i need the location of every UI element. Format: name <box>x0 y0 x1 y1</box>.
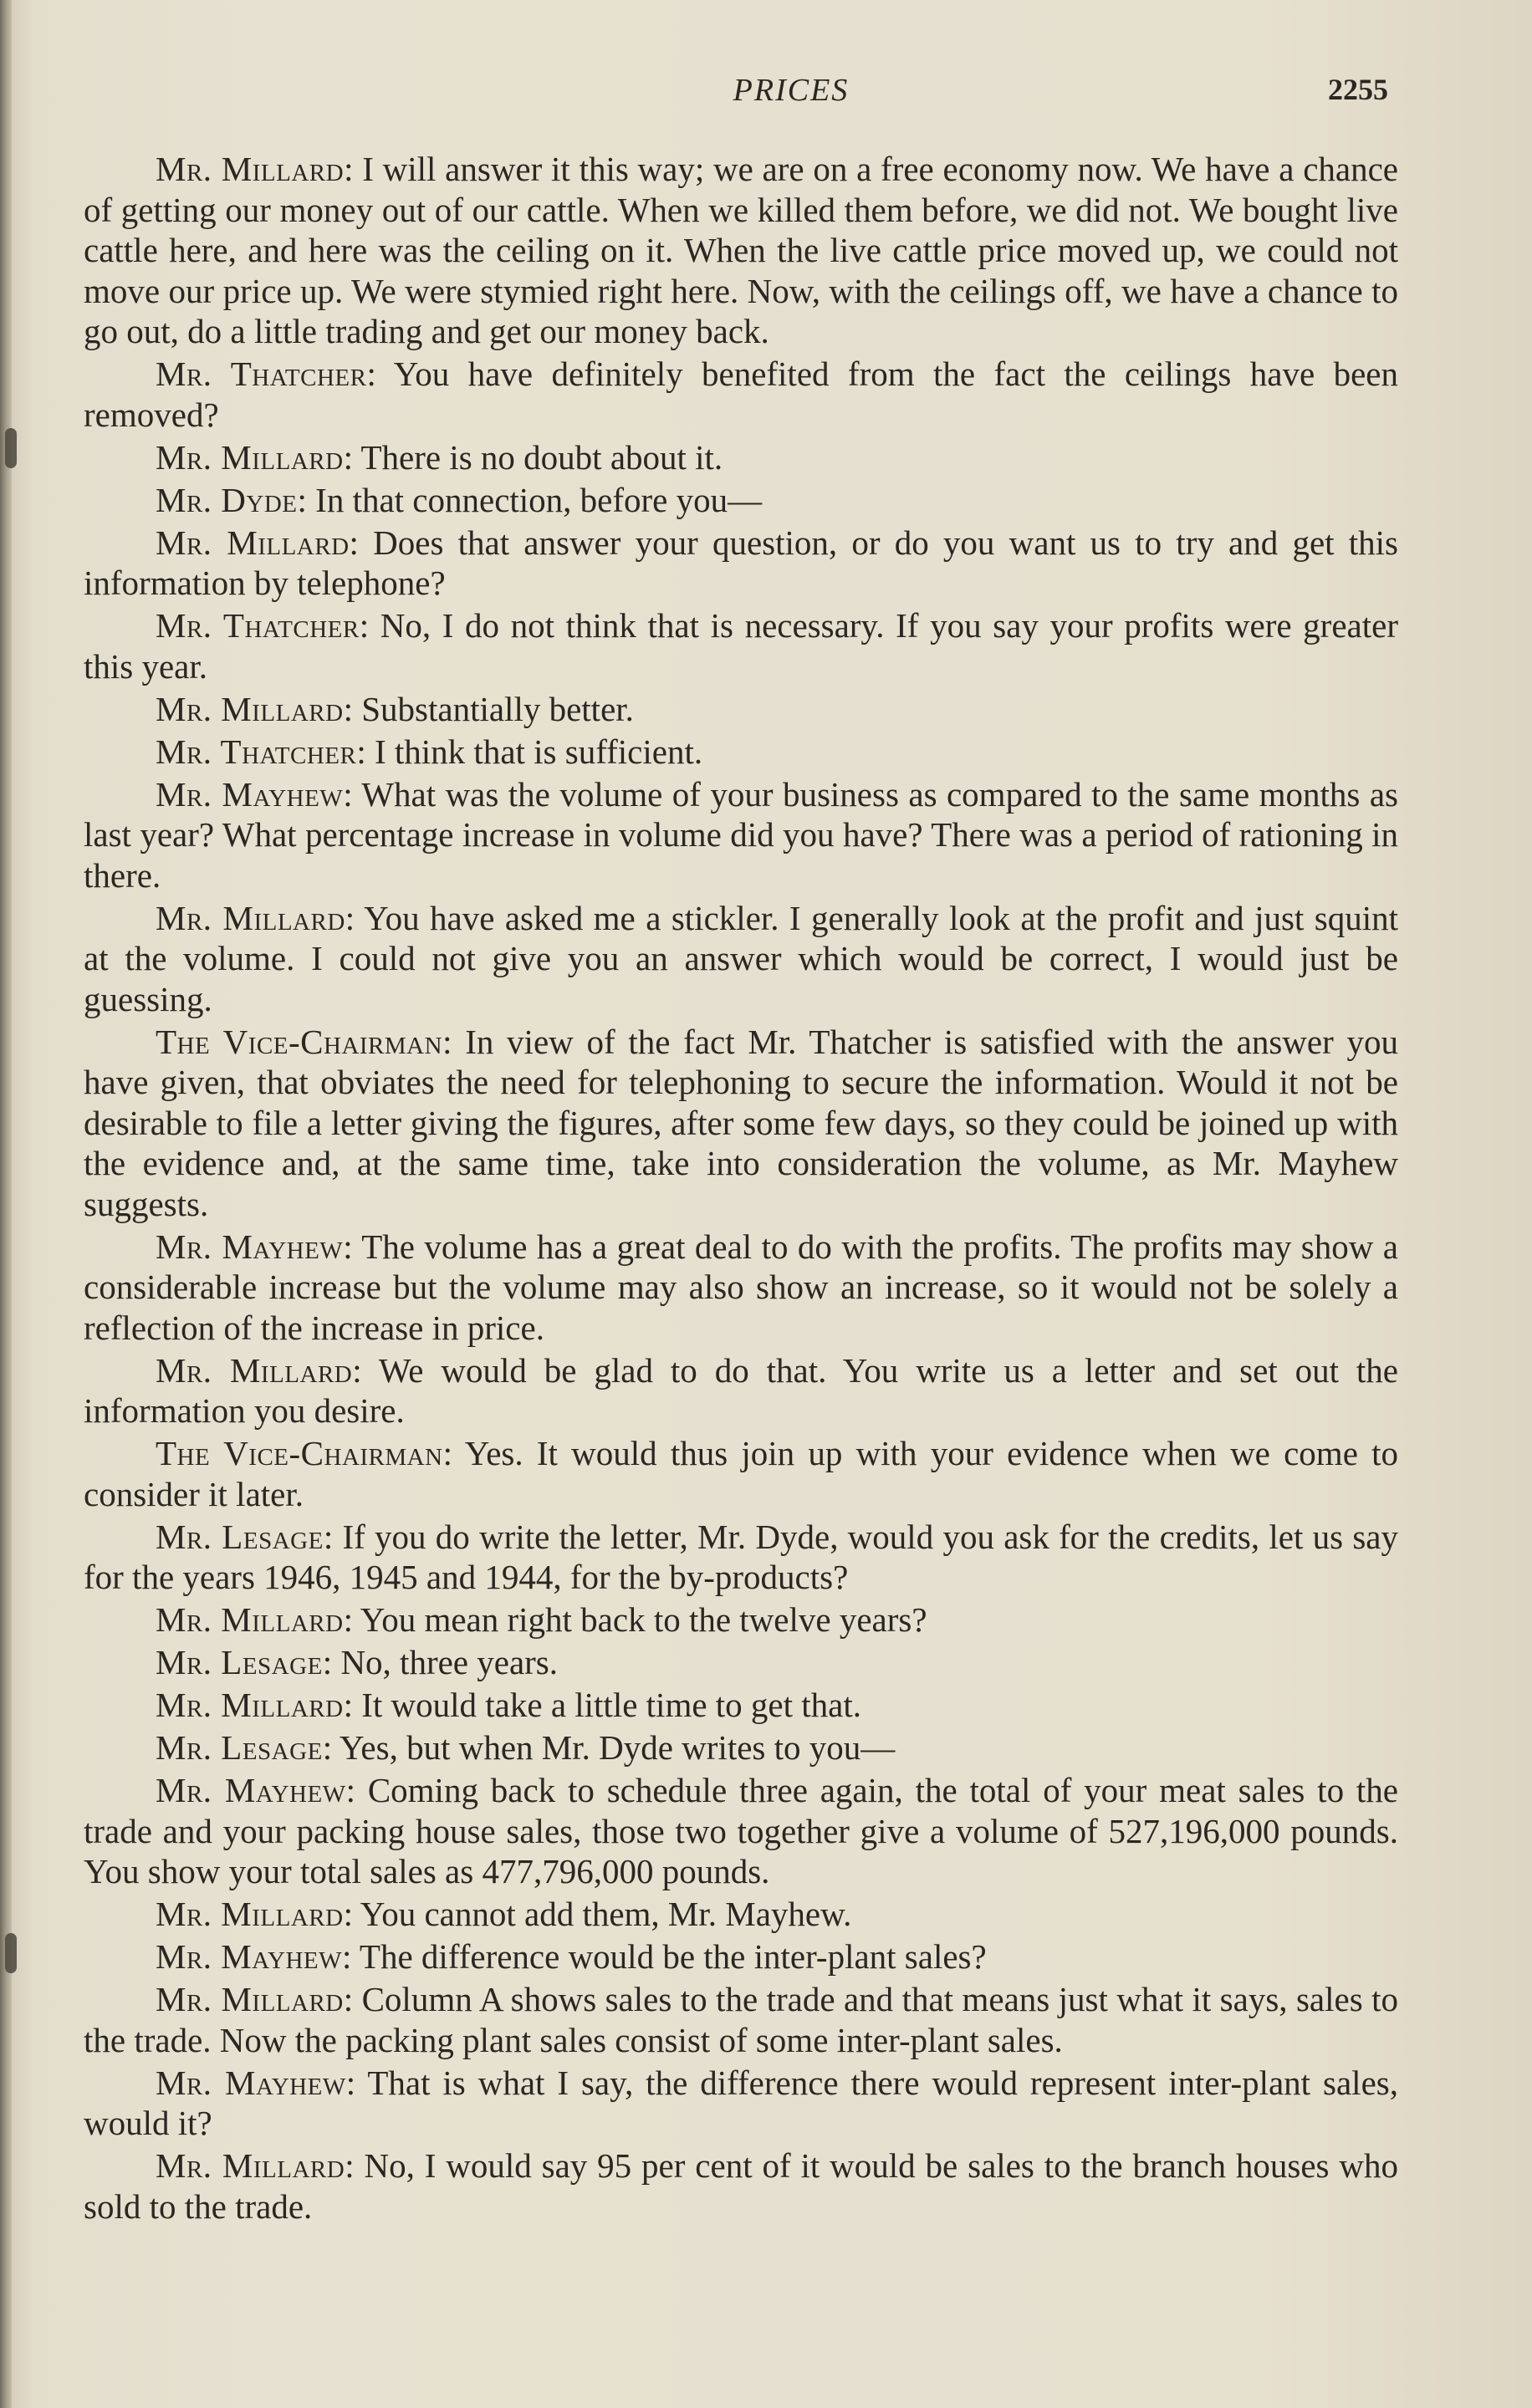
speaker-name: Mr. Millard <box>156 898 345 937</box>
page-binding-edge <box>0 0 12 2408</box>
speaker-name: Mr. Millard <box>156 1895 344 1933</box>
transcript-paragraph: Mr. Millard: You cannot add them, Mr. Mayhew. <box>156 1895 852 1933</box>
speech-text: Yes. It would thus join up with your evidence when we come to consider it later. <box>84 1434 1399 1513</box>
transcript-paragraph: Mr. Dyde: In that connection, before you— <box>156 480 763 519</box>
speaker-name: Mr. Lesage <box>156 1517 324 1556</box>
transcript-body <box>84 149 1398 2229</box>
speech-text: The difference would be the inter-plant sales? <box>359 1937 987 1976</box>
transcript-paragraph: Mr. Mayhew: The difference would be the inter-plant sales? <box>156 1937 987 1976</box>
speech-text: I will answer it this way; we are on a free economy now. We have a chance of getting our money out of our cattle. When we killed them before, we did not. We bought live cattle here, and here was the ceiling on it. When the live cattle price moved up, we could not move our price up. We were stymied right here. Now, with the ceilings off, we have a chance to go out, do a little trading and get our money back. <box>84 150 1398 350</box>
speaker-name: Mr. Dyde <box>156 480 298 519</box>
transcript-paragraph: The Vice-Chairman: In view of the fact Mr. Thatcher is satisfied with the answer you have given, that obviates the need for telephoning to secure the information. Would it not be desirable to file a letter giving the figures, after some few days, so they could be joined up with the evidence and, at the same time, take into consideration the volume, as Mr. Mayhew suggests. <box>84 1022 1398 1223</box>
speech-text: What was the volume of your business as compared to the same months as last year? What percentage increase in volume did you have? There was a period of rationing in there. <box>84 774 1398 895</box>
transcript-paragraph: Mr. Mayhew: That is what I say, the difference there would represent inter-plant sales, would it? <box>84 2063 1398 2142</box>
speaker-name: Mr. Millard <box>156 1686 344 1724</box>
speech-text: You mean right back to the twelve years? <box>360 1600 927 1639</box>
speaker-name: Mr. Millard <box>156 1350 353 1390</box>
transcript-paragraph: Mr. Millard: Substantially better. <box>156 689 634 728</box>
transcript-paragraph: Mr. Millard: Column A shows sales to the trade and that means just what it says, sales to the trade. Now the packing plant sales consist of some inter-plant sales. <box>84 1980 1398 2059</box>
transcript-paragraph: Mr. Lesage: If you do write the letter, Mr. Dyde, would you ask for the credits, let us say for the years 1946, 1945 and 1944, for the by-products? <box>84 1517 1398 1596</box>
speaker-name: Mr. Mayhew <box>156 774 344 814</box>
speaker-name: Mr. Lesage <box>156 1643 323 1681</box>
transcript-paragraph: Mr. Mayhew: The volume has a great deal to do with the profits. The profits may show a considerable increase but the volume may also show an increase, so it would not be solely a reflection of the increase in price. <box>84 1227 1398 1347</box>
transcript-paragraph: Mr. Thatcher: You have definitely benefited from the fact the ceilings have been removed? <box>84 355 1398 434</box>
transcript-paragraph: Mr. Millard: I will answer it this way; we are on a free economy now. We have a chance of getting our money out of our cattle. When we killed them before, we did not. We bought live cattle here, and here was the ceiling on it. When the live cattle price moved up, we could not move our price up. We were stymied right here. Now, with the ceilings off, we have a chance to go out, do a little trading and get our money back. <box>84 150 1398 350</box>
speech-text: We would be glad to do that. You write us a letter and set out the information you desire. <box>84 1350 1398 1430</box>
transcript-paragraph: Mr. Millard: Does that answer your question, or do you want us to try and get this information by telephone? <box>84 523 1398 602</box>
speech-text: If you do write the letter, Mr. Dyde, would you ask for the credits, let us say for the years 1946, 1945 and 1944, for the by-products? <box>84 1517 1398 1596</box>
speech-text: I think that is sufficient. <box>375 732 703 771</box>
speaker-name: Mr. Lesage <box>156 1728 323 1767</box>
speech-text: There is no doubt about it. <box>360 437 723 477</box>
speaker-name: Mr. Millard <box>156 1600 344 1639</box>
speech-text: You have asked me a stickler. I generally look at the profit and just squint at the volume. I could not give you an answer which would be correct, I would just be guessing. <box>84 898 1398 1018</box>
speaker-name: The Vice-Chairman <box>156 1022 443 1061</box>
transcript-paragraph: The Vice-Chairman: Yes. It would thus join up with your evidence when we come to consider it later. <box>84 1434 1399 1513</box>
speech-text: No, I do not think that is necessary. If you say your profits were greater this year. <box>84 606 1398 686</box>
speaker-name: Mr. Mayhew <box>156 1227 344 1266</box>
transcript-paragraph: Mr. Lesage: Yes, but when Mr. Dyde writes to you— <box>156 1728 896 1767</box>
speaker-name: Mr. Thatcher <box>156 355 367 393</box>
speech-text: No, three years. <box>340 1643 559 1681</box>
transcript-paragraph: Mr. Thatcher: No, I do not think that is necessary. If you say your profits were greater this year. <box>84 606 1398 686</box>
speech-text: You have definitely benefited from the fact the ceilings have been removed? <box>84 355 1398 434</box>
page-number: 2255 <box>1328 73 1388 106</box>
speech-text: No, I would say 95 per cent of it would be sales to the branch houses who sold to the trade. <box>84 2146 1398 2226</box>
speaker-name: Mr. Millard <box>156 2146 345 2185</box>
transcript-paragraph: Mr. Mayhew: What was the volume of your business as compared to the same months as last year? What percentage increase in volume did you have? There was a period of rationing in there. <box>84 774 1398 895</box>
speech-text: Coming back to schedule three again, the total of your meat sales to the trade and your packing house sales, those two together give a volume of 527,196,000 pounds. You show your total sales as 477,796,000 pounds. <box>84 1771 1398 1890</box>
speech-text: That is what I say, the difference there would represent inter-plant sales, would it? <box>84 2063 1398 2142</box>
transcript-paragraph: Mr. Millard: You have asked me a stickler. I generally look at the profit and just squint at the volume. I could not give you an answer which would be correct, I would just be guessing. <box>84 898 1398 1018</box>
speech-text: Yes, but when Mr. Dyde writes to you— <box>339 1728 896 1767</box>
speech-text: You cannot add them, Mr. Mayhew. <box>360 1895 852 1933</box>
speaker-name: Mr. Millard <box>156 437 344 477</box>
transcript-paragraph: Mr. Millard: We would be glad to do that. You write us a letter and set out the information you desire. <box>84 1350 1398 1430</box>
speech-text: Substantially better. <box>361 689 634 728</box>
speech-text: In view of the fact Mr. Thatcher is satisfied with the answer you have given, that obviates the need for telephoning to secure the information. Would it not be desirable to file a letter giving the figures, after some few days, so they could be joined up with the evidence and, at the same time, take into consideration the volume, as Mr. Mayhew suggests. <box>84 1022 1398 1223</box>
speech-text: It would take a little time to get that. <box>361 1686 861 1724</box>
speaker-name: Mr. Millard <box>156 150 345 188</box>
transcript-paragraph: Mr. Mayhew: Coming back to schedule three again, the total of your meat sales to the trade and your packing house sales, those two together give a volume of 527,196,000 pounds. You show your total sales as 477,796,000 pounds. <box>84 1771 1398 1890</box>
speech-text: Column A shows sales to the trade and that means just what it says, sales to the trade. Now the packing plant sales consist of some inter-plant sales. <box>84 1980 1398 2059</box>
speaker-name: Mr. Millard <box>156 689 344 728</box>
transcript-paragraph: Mr. Lesage: No, three years. <box>156 1643 559 1681</box>
transcript-paragraph: Mr. Millard: You mean right back to the twelve years? <box>156 1600 927 1639</box>
speech-text: Does that answer your question, or do you want us to try and get this information by telephone? <box>84 523 1398 602</box>
transcript-paragraph: Mr. Thatcher: I think that is sufficient. <box>156 732 703 771</box>
speaker-name: Mr. Mayhew <box>156 2063 346 2102</box>
running-head: PRICES <box>733 73 850 108</box>
speaker-name: Mr. Thatcher <box>156 732 357 771</box>
speaker-name: Mr. Thatcher <box>156 606 360 645</box>
binding-hole <box>5 428 17 468</box>
page-header <box>0 72 1532 114</box>
speech-text: The volume has a great deal to do with the profits. The profits may show a considerable increase but the volume may also show an increase, so it would not be solely a reflection of the increase in price. <box>84 1227 1398 1347</box>
speaker-name: Mr. Mayhew <box>156 1937 343 1976</box>
speaker-name: Mr. Millard <box>156 1980 344 2018</box>
transcript-paragraph: Mr. Millard: No, I would say 95 per cent of it would be sales to the branch houses who sold to the trade. <box>84 2146 1398 2226</box>
speaker-name: Mr. Mayhew <box>156 1771 346 1809</box>
speaker-name: The Vice-Chairman <box>156 1434 443 1472</box>
transcript-paragraph: Mr. Millard: There is no doubt about it. <box>156 437 723 477</box>
speech-text: In that connection, before you— <box>315 480 763 519</box>
binding-hole <box>5 1933 17 1973</box>
speaker-name: Mr. Millard <box>156 523 350 562</box>
transcript-paragraph: Mr. Millard: It would take a little time to get that. <box>156 1686 861 1724</box>
